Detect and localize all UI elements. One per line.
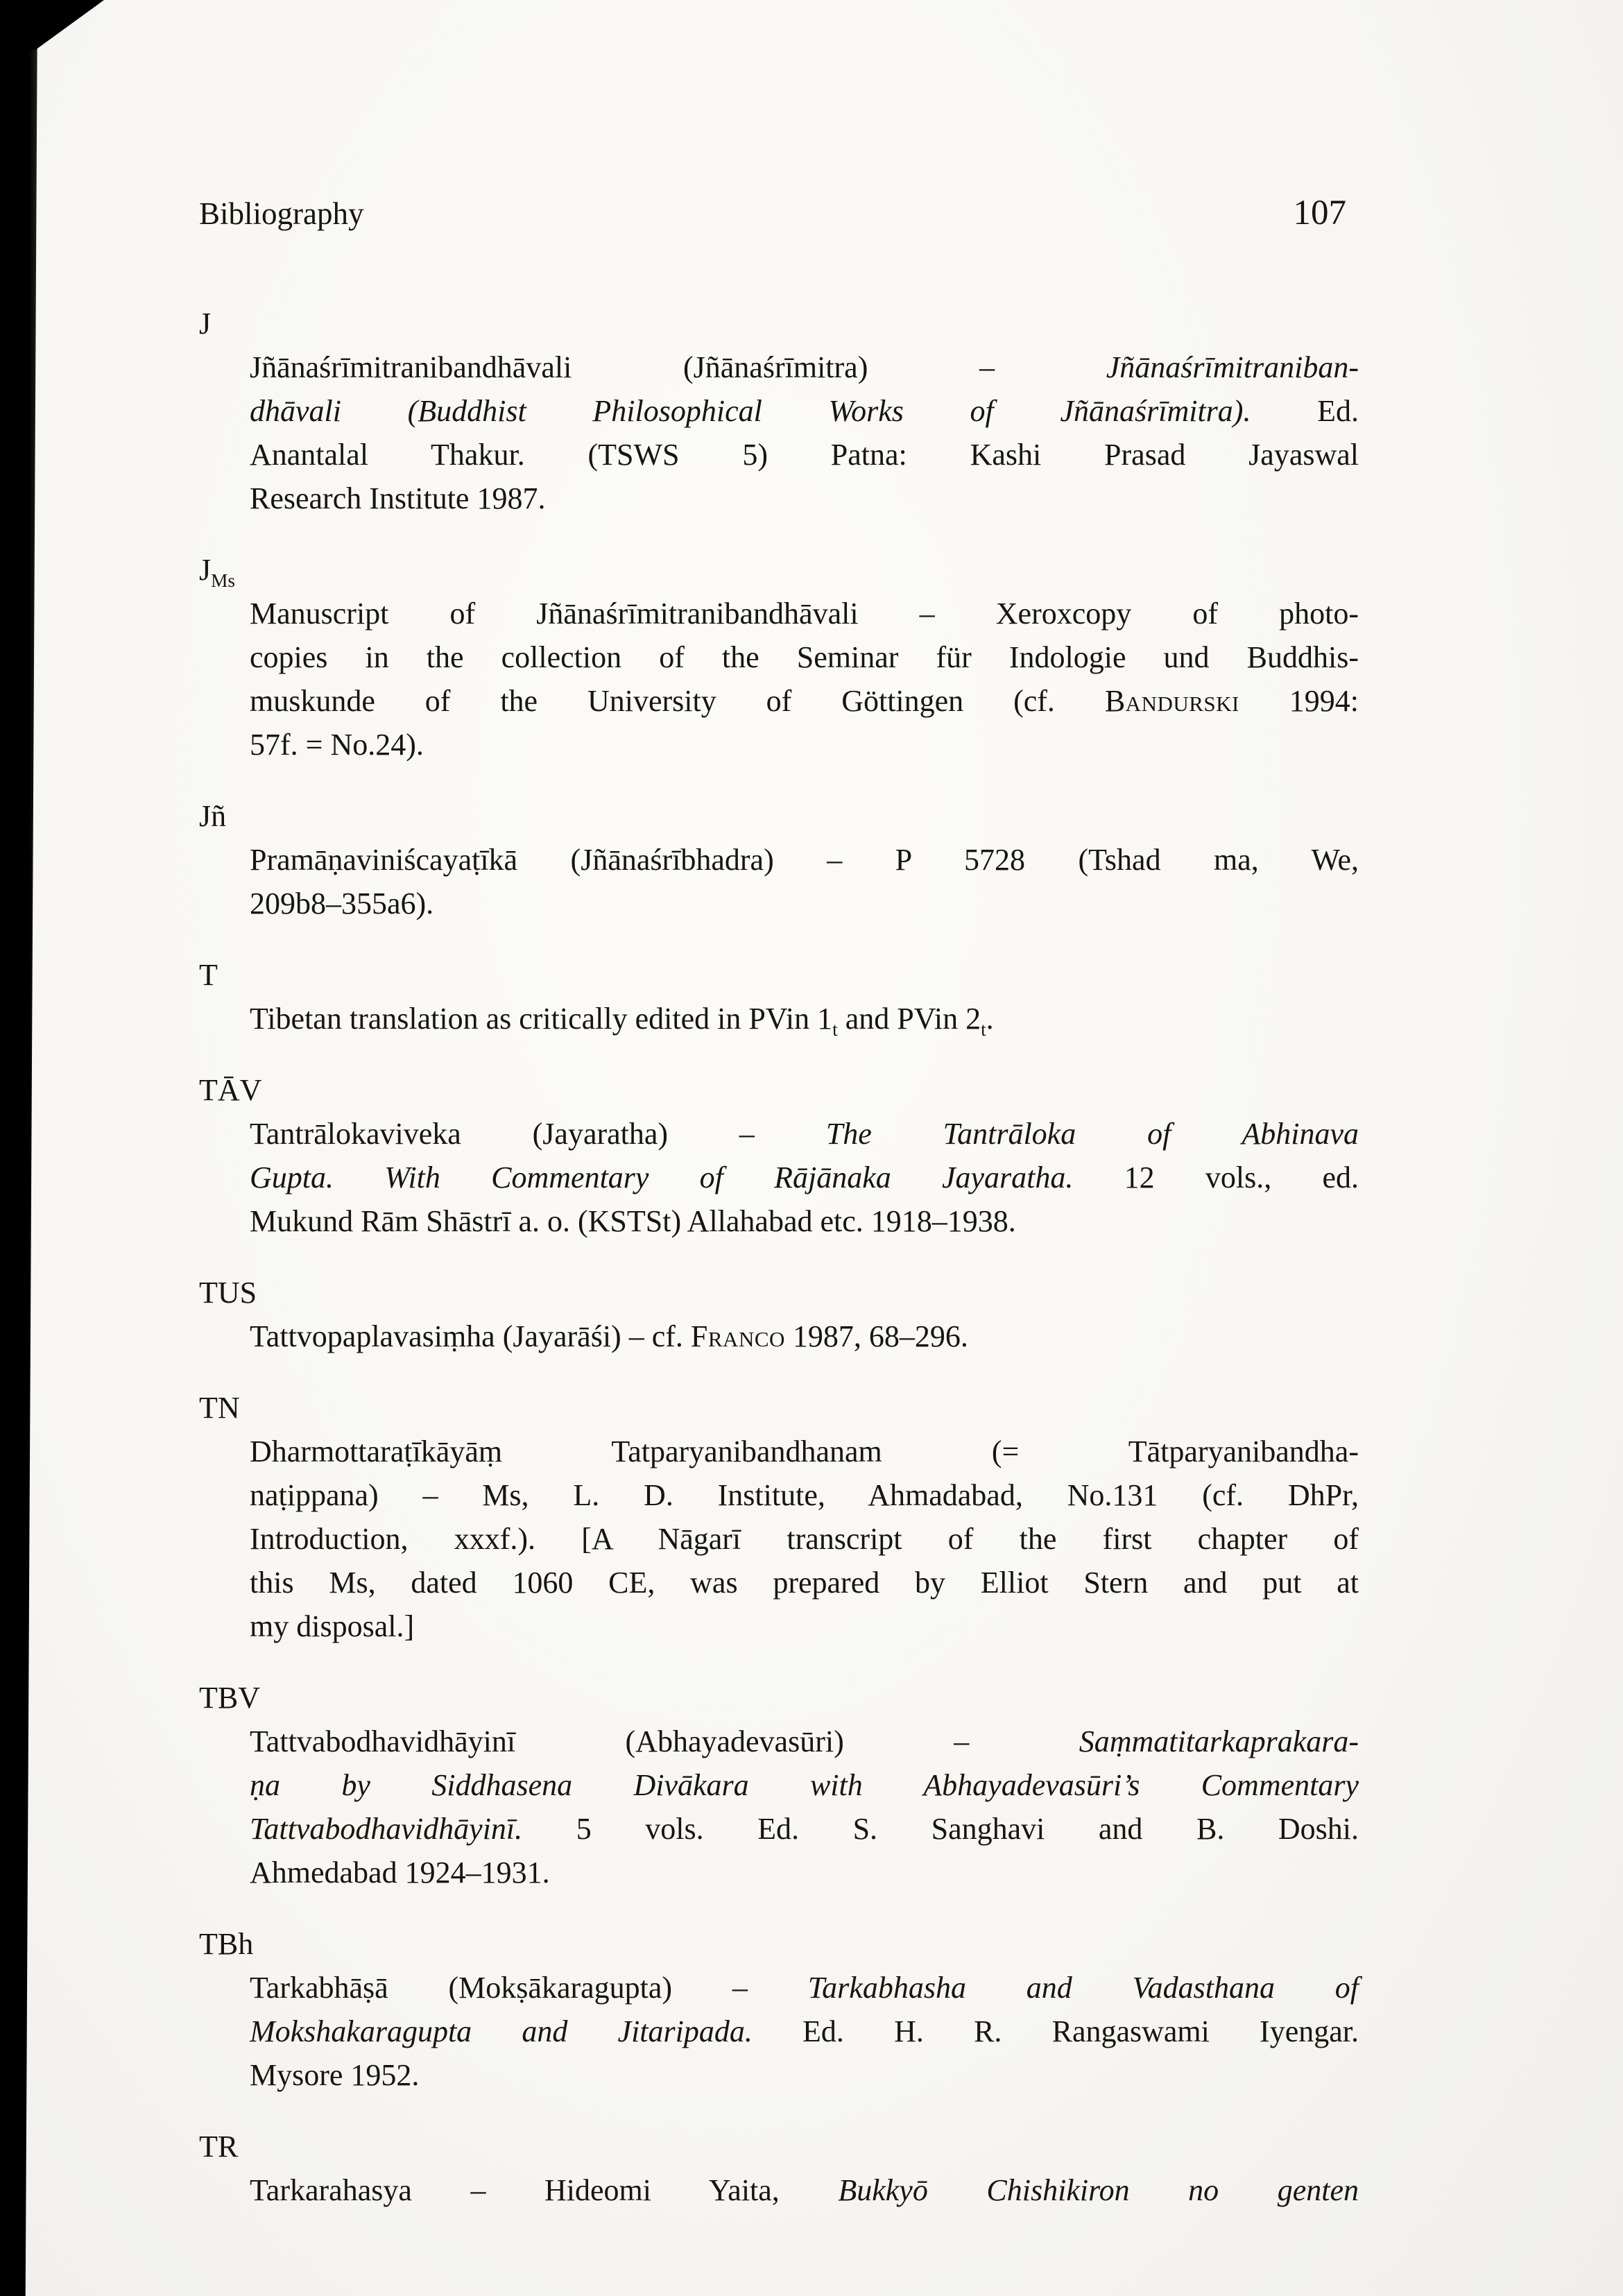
entry-siglum — [199, 1271, 1359, 1314]
entry-body — [250, 838, 1359, 925]
entry-line — [250, 1851, 1359, 1894]
text-segment: Tantrālokaviveka (Jayaratha) – — [250, 1117, 826, 1151]
entry-body — [250, 2168, 1359, 2212]
text-segment: muskunde of the University of Göttingen (cf. — [250, 684, 1105, 718]
entry-siglum — [199, 1068, 1359, 1112]
text-segment: Tarkarahasya – Hideomi Yaita, — [250, 2173, 839, 2207]
entry-body — [250, 1720, 1359, 1894]
text-segment: TN — [199, 1391, 240, 1425]
smallcaps-text-segment: Bandurski — [1104, 684, 1239, 718]
binding-edge-bar — [0, 0, 37, 2296]
binding-edge-wedge — [0, 0, 104, 50]
bibliography-entry — [199, 302, 1359, 520]
entry-line — [250, 1430, 1359, 1473]
entry-body — [250, 1314, 1359, 1358]
bibliography-entry — [199, 953, 1359, 1040]
entry-siglum — [199, 1676, 1359, 1720]
text-segment: Ed. H. R. Rangaswami Iyengar. — [752, 2014, 1359, 2048]
entry-line — [250, 1517, 1359, 1561]
running-head: Bibliography — [199, 196, 364, 231]
entry-line — [250, 1807, 1359, 1851]
entry-body — [250, 997, 1359, 1040]
entry-body — [250, 345, 1359, 520]
entry-line — [250, 433, 1359, 477]
text-segment: Ahmedabad 1924–1931. — [250, 1856, 550, 1890]
entry-body — [250, 1966, 1359, 2097]
text-segment: t — [981, 1018, 986, 1040]
entry-line — [250, 1720, 1359, 1763]
text-segment: copies in the collection of the Seminar für Indologie und Buddhis- — [250, 640, 1359, 674]
italic-text-segment: dhāvali (Buddhist Philosophical Works of Jñānaśrīmitra). — [250, 394, 1251, 428]
text-segment: TR — [199, 2130, 239, 2164]
text-segment: 209b8–355a6). — [250, 886, 434, 920]
entry-line — [250, 997, 1359, 1040]
text-segment: Jñānaśrīmitranibandhāvali (Jñānaśrīmitra) – — [250, 350, 1106, 384]
text-segment: TBV — [199, 1681, 260, 1715]
entry-line — [250, 838, 1359, 882]
text-segment: Ed. — [1251, 394, 1359, 428]
bibliography-entry — [199, 2125, 1359, 2212]
entry-body — [250, 1112, 1359, 1243]
entry-siglum — [199, 2125, 1359, 2168]
text-segment: Introduction, xxxf.). [A Nāgarī transcript of the first chapter of — [250, 1522, 1359, 1556]
entry-line — [250, 1561, 1359, 1604]
italic-text-segment: Gupta. With Commentary of Rājānaka Jayaratha. — [250, 1160, 1074, 1194]
entry-line — [250, 389, 1359, 433]
entry-line — [250, 679, 1359, 723]
smallcaps-text-segment: Franco — [690, 1319, 785, 1353]
italic-text-segment: Jñānaśrīmitraniban- — [1106, 350, 1359, 384]
entry-line — [250, 723, 1359, 766]
text-segment: TBh — [199, 1927, 254, 1961]
text-segment: TĀV — [199, 1073, 262, 1107]
text-segment: . — [986, 1002, 994, 1036]
text-segment: T — [199, 958, 218, 992]
entry-line — [250, 1112, 1359, 1156]
bibliography-entry — [199, 1386, 1359, 1648]
text-segment: this Ms, dated 1060 CE, was prepared by Elliot Stern and put at — [250, 1566, 1359, 1600]
entry-line — [250, 1604, 1359, 1648]
italic-text-segment: Tattvabodhavidhāyinī. — [250, 1812, 523, 1846]
text-segment: 12 vols., ed. — [1073, 1160, 1359, 1194]
page-content — [199, 193, 1359, 2212]
entry-line — [250, 2168, 1359, 2212]
entry-siglum — [199, 548, 1359, 592]
bibliography-entries — [199, 302, 1359, 2212]
entry-line — [250, 592, 1359, 635]
italic-text-segment: Bukkyō Chishikiron no genten — [838, 2173, 1359, 2207]
text-segment: 1987, 68–296. — [784, 1319, 968, 1353]
text-segment: J — [199, 553, 212, 587]
text-segment: Mysore 1952. — [250, 2058, 420, 2092]
bibliography-entry — [199, 1676, 1359, 1894]
text-segment: Mukund Rām Shāstrī a. o. (KSTSt) Allahabad etc. 1918–1938. — [250, 1204, 1016, 1238]
entry-line — [250, 477, 1359, 520]
text-segment: Anantalal Thakur. (TSWS 5) Patna: Kashi Prasad Jayaswal — [250, 438, 1359, 472]
text-segment: Dharmottaraṭīkāyāṃ Tatparyanibandhanam (= Tātparyanibandha- — [250, 1434, 1359, 1468]
bibliography-entry — [199, 548, 1359, 766]
entry-line — [250, 1156, 1359, 1199]
entry-line — [250, 1966, 1359, 2010]
text-segment: Tattvabodhavidhāyinī (Abhayadevasūri) – — [250, 1724, 1079, 1758]
italic-text-segment: Saṃmatitarkaprakara- — [1079, 1724, 1359, 1758]
text-segment: naṭippana) – Ms, L. D. Institute, Ahmadabad, No.131 (cf. DhPr, — [250, 1478, 1359, 1512]
text-segment: Manuscript of Jñānaśrīmitranibandhāvali – Xeroxcopy of photo- — [250, 597, 1359, 631]
text-segment: Pramāṇaviniścayaṭīkā (Jñānaśrībhadra) – P 5728 (Tshad ma, We, — [250, 843, 1359, 877]
entry-siglum — [199, 1922, 1359, 1966]
italic-text-segment: Mokshakaragupta and Jitaripada. — [250, 2014, 753, 2048]
entry-line — [250, 1314, 1359, 1358]
italic-text-segment: ṇa by Siddhasena Divākara with Abhayadevasūri’s Commentary — [250, 1768, 1359, 1802]
text-segment: 5 vols. Ed. S. Sanghavi and B. Doshi. — [522, 1812, 1359, 1846]
entry-line — [250, 1473, 1359, 1517]
italic-text-segment: Tarkabhasha and Vadasthana of — [807, 1971, 1359, 2005]
text-segment: and PVin 2 — [837, 1002, 981, 1036]
entry-line — [250, 1763, 1359, 1807]
italic-text-segment: The Tantrāloka of Abhinava — [825, 1117, 1359, 1151]
entry-siglum — [199, 302, 1359, 345]
bibliography-entry — [199, 794, 1359, 925]
entry-siglum — [199, 1386, 1359, 1430]
text-segment: Tarkabhāṣā (Mokṣākaragupta) – — [250, 1971, 808, 2005]
entry-body — [250, 592, 1359, 766]
entry-line — [250, 635, 1359, 679]
text-segment: Tibetan translation as critically edited in PVin 1 — [250, 1002, 833, 1036]
text-segment: TUS — [199, 1276, 257, 1310]
page-header — [199, 193, 1359, 234]
entry-body — [250, 1430, 1359, 1648]
text-segment: Research Institute 1987. — [250, 481, 546, 515]
text-segment: Jñ — [199, 799, 227, 833]
bibliography-entry — [199, 1068, 1359, 1243]
text-segment: 57f. = No.24). — [250, 728, 424, 762]
text-segment: my disposal.] — [250, 1609, 415, 1643]
entry-siglum — [199, 794, 1359, 838]
entry-line — [250, 345, 1359, 389]
text-segment: t — [832, 1018, 838, 1040]
entry-siglum — [199, 953, 1359, 997]
bibliography-entry — [199, 1271, 1359, 1358]
text-segment: Tattvopaplavasiṃha (Jayarāśi) – cf. — [250, 1319, 691, 1353]
page-number: 107 — [1293, 194, 1346, 232]
entry-line — [250, 2010, 1359, 2053]
entry-line — [250, 1199, 1359, 1243]
entry-line — [250, 2053, 1359, 2097]
entry-line — [250, 882, 1359, 925]
text-segment: J — [199, 307, 212, 341]
text-segment: Ms — [211, 569, 235, 591]
bibliography-entry — [199, 1922, 1359, 2097]
text-segment: 1994: — [1239, 684, 1359, 718]
